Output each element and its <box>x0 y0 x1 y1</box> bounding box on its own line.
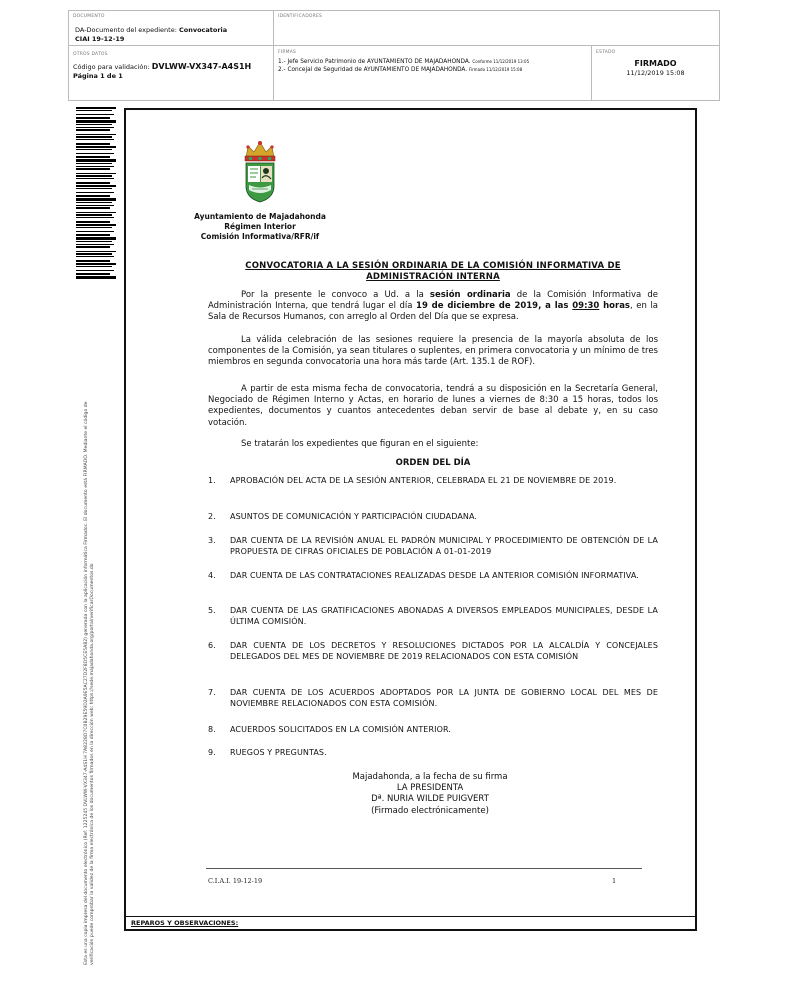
document-title <box>208 261 658 283</box>
barcode-bar <box>76 231 114 232</box>
signature-line1: Majadahonda, a la fecha de su firma <box>352 772 508 782</box>
barcode-bar <box>76 224 116 226</box>
header-firmas-cell <box>273 45 592 101</box>
documento-label: DOCUMENTO <box>73 14 105 19</box>
otros-datos-label: OTROS DATOS <box>73 52 108 57</box>
barcode-bar <box>76 156 110 158</box>
barcode-bar <box>76 273 110 275</box>
agenda-item-text: DAR CUENTA DE LAS CONTRATACIONES REALIZADAS DESDE LA ANTERIOR COMISIÓN INFORMATIVA. <box>230 571 639 580</box>
barcode-bar <box>76 153 114 154</box>
barcode-bar <box>76 246 110 248</box>
barcode-bar <box>76 185 116 187</box>
barcode-bar <box>76 227 112 228</box>
documento-prefix: DA-Documento del expediente: <box>75 26 179 34</box>
paragraph-intro-orden: Se tratarán los expedientes que figuran en el siguiente: <box>241 439 479 449</box>
letterhead-line2: Régimen Interior <box>224 222 296 231</box>
side-verification-text <box>84 402 96 966</box>
p1-c: de la Comisión Informativa de Administración Interna, que tendrá lugar el día <box>208 290 658 312</box>
barcode-bar <box>76 276 116 279</box>
footer-rule <box>206 868 642 869</box>
signature-line2: LA PRESIDENTA <box>396 783 464 794</box>
barcode-bar <box>76 129 110 131</box>
codigo-value: DVLWW-VX347-A4S1H <box>151 62 252 71</box>
estado-value: FIRMADO <box>634 59 677 68</box>
barcode-bar <box>76 256 114 257</box>
barcode-bar <box>76 182 110 184</box>
side-text-line2: verificación puede comprobar la validez de la firma electrónica de los documentos firmados en la dirección web: https://sede.majadahonda.org/portal/verificarDocumentos.do <box>90 563 95 965</box>
footer-reference: C.I.A.I. 19-12-19 <box>208 877 263 885</box>
validation-barcode <box>76 107 116 279</box>
barcode-bar <box>76 188 112 189</box>
barcode-bar <box>76 143 110 145</box>
paragraph-disposicion: A partir de esta misma fecha de convocatoria, tendrá a su disposición en la Secretaría General, Negociado de Régimen Interno y Actas, en horario de lunes a viernes de 8:30 a 15 horas, todos los expedientes, documentos y cuantos antecedentes deban servir de base al debate y, en su caso votación. <box>208 384 658 428</box>
title-line2: ADMINISTRACIÓN INTERNA <box>366 272 500 282</box>
barcode-bar <box>76 207 110 209</box>
signature-line4: (Firmado electrónicamente) <box>371 805 489 816</box>
firmas-label: FIRMAS <box>278 50 297 55</box>
agenda-item-text: RUEGOS Y PREGUNTAS. <box>230 748 327 757</box>
barcode-bar <box>76 212 116 213</box>
barcode-bar <box>76 221 110 223</box>
agenda-item-7 <box>208 687 658 709</box>
reparos-observaciones: REPAROS Y OBSERVACIONES: <box>126 916 696 929</box>
agenda-item-num: 4. <box>208 571 216 580</box>
barcode-bar <box>76 217 114 218</box>
agenda-item-8 <box>208 724 658 735</box>
barcode-bar <box>76 120 116 123</box>
barcode-bar <box>76 146 116 148</box>
agenda-item-num: 6. <box>208 641 216 650</box>
p1-horas: horas <box>599 301 630 312</box>
barcode-bar <box>76 166 114 167</box>
barcode-bar <box>76 175 112 177</box>
letterhead-line1: Ayuntamiento de Majadahonda <box>194 212 326 221</box>
barcode-bar <box>76 198 116 201</box>
agenda-item-num: 3. <box>208 536 216 545</box>
agenda-item-1 <box>208 475 658 486</box>
p1-a: Por la presente le convoco a Ud. a la <box>241 290 430 300</box>
agenda-item-num: 8. <box>208 725 216 734</box>
barcode-bar <box>76 234 110 236</box>
barcode-bar <box>76 270 114 271</box>
codigo-prefix: Código para validación: <box>73 63 152 71</box>
barcode-bar <box>76 205 114 206</box>
barcode-bar <box>76 266 112 267</box>
agenda-item-text: DAR CUENTA DE LOS ACUERDOS ADOPTADOS POR LA JUNTA DE GOBIERNO LOCAL DEL MES DE NOVIEMBRE RELACIONADOS CON ESTA COMISIÓN. <box>230 688 658 708</box>
barcode-bar <box>76 168 110 170</box>
agenda-item-text: DAR CUENTA DE LA REVISIÓN ANUAL EL PADRÓN MUNICIPAL Y PROCEDIMIENTO DE OBTENCIÓN DE LA PROPUESTA DE CIFRAS OFICIALES DE POBLACIÓN A 01-01-2019 <box>230 536 658 556</box>
firma-1-sub: Conforme 11/12/2019 13:05 <box>472 59 530 64</box>
agenda-item-num: 2. <box>208 512 216 521</box>
firma-2-main: 2.- Concejal de Seguridad de AYUNTAMIENTO DE MAJADAHONDA. <box>278 67 468 73</box>
barcode-bar <box>76 263 116 265</box>
header-identificadores-cell <box>273 10 720 46</box>
agenda-item-6 <box>208 640 658 662</box>
firma-2 <box>278 67 522 73</box>
pagina-label: Página 1 de 1 <box>73 72 123 80</box>
orden-del-dia-title: ORDEN DEL DÍA <box>395 458 471 468</box>
letterhead-line3: Comisión Informativa/RFR/if <box>200 232 320 241</box>
barcode-bar <box>76 124 112 125</box>
documento-line1 <box>75 26 227 34</box>
agenda-item-text: DAR CUENTA DE LAS GRATIFICACIONES ABONADAS A DIVERSOS EMPLEADOS MUNICIPALES, DESDE LA ÚLTIMA COMISIÓN. <box>230 606 658 626</box>
paragraph-convocatoria <box>208 290 658 324</box>
barcode-bar <box>76 117 110 119</box>
paragraph-quorum: La válida celebración de las sesiones requiere la presencia de la mayoría absoluta de los componentes de la Comisión, ya sean titulares o suplentes, en primera convocatoria y un mínimo de tres miembros en segunda convocatoria una hora más tarde (Art. 135.1 de ROF). <box>208 335 658 368</box>
agenda-item-num: 1. <box>208 476 216 485</box>
title-line1: CONVOCATORIA A LA SESIÓN ORDINARIA DE LA COMISIÓN INFORMATIVA DE <box>245 261 621 271</box>
agenda-item-4 <box>208 570 658 581</box>
barcode-bar <box>76 251 116 252</box>
p1-g: , en la Sala de Recursos Humanos, con arreglo al Orden del Día que se expresa. <box>208 301 659 323</box>
barcode-bar <box>76 163 112 164</box>
firma-2-sub: Firmado 11/12/2019 15:08 <box>468 67 523 72</box>
estado-label: ESTADO <box>596 50 616 55</box>
agenda-item-text: DAR CUENTA DE LOS DECRETOS Y RESOLUCIONES DICTADOS POR LA ALCALDÍA Y CONCEJALES DELEGADOS DEL MES DE NOVIEMBRE DE 2019 RELACIONADOS CON ESTA COMISIÓN <box>230 641 658 661</box>
estado-date: 11/12/2019 15:08 <box>626 69 685 77</box>
header-otros-datos-cell <box>68 45 274 101</box>
documento-value: Convocatoria <box>178 26 228 34</box>
barcode-bar <box>76 173 116 174</box>
documento-line2: CIAI 19-12-19 <box>75 35 125 43</box>
header-estado-cell <box>591 45 720 101</box>
barcode-bar <box>76 241 112 242</box>
signature-block <box>300 772 560 817</box>
barcode-bar <box>76 114 114 115</box>
barcode-bar <box>76 127 114 128</box>
firma-1-main: 1.- Jefe Servicio Patrimonio de AYUNTAMIENTO DE MAJADAHONDA. <box>278 59 471 65</box>
barcode-bar <box>76 214 112 216</box>
barcode-bar <box>76 107 116 109</box>
p1-fecha: 19 de diciembre de 2019, a las <box>416 301 573 312</box>
barcode-bar <box>76 134 116 135</box>
barcode-bar <box>76 195 110 197</box>
barcode-bar <box>76 110 112 111</box>
letterhead <box>190 212 330 242</box>
barcode-bar <box>76 178 114 179</box>
municipal-crest-logo <box>240 138 280 204</box>
agenda-item-text: ACUERDOS SOLICITADOS EN LA COMISIÓN ANTERIOR. <box>230 725 451 734</box>
barcode-bar <box>76 260 110 262</box>
barcode-bar <box>76 159 116 162</box>
agenda-item-9 <box>208 747 658 758</box>
barcode-bar <box>76 192 114 193</box>
barcode-bar <box>76 244 114 245</box>
header-documento-cell <box>68 10 274 46</box>
agenda-item-2 <box>208 511 658 522</box>
codigo-validacion <box>73 62 251 71</box>
barcode-bar <box>76 237 116 240</box>
agenda-item-num: 7. <box>208 688 216 697</box>
barcode-bar <box>76 139 114 140</box>
agenda-item-num: 5. <box>208 606 216 615</box>
identificadores-label: IDENTIFICADORES <box>278 14 323 19</box>
barcode-bar <box>76 202 112 203</box>
barcode-bar <box>76 149 112 150</box>
agenda-item-text: APROBACIÓN DEL ACTA DE LA SESIÓN ANTERIOR, CELEBRADA EL 21 DE NOVIEMBRE DE 2019. <box>230 476 617 485</box>
footer-page-number: 1 <box>612 877 617 885</box>
firma-1 <box>278 59 529 65</box>
agenda-item-5 <box>208 605 658 627</box>
agenda-item-num: 9. <box>208 748 216 757</box>
p1-hora: 09:30 <box>572 301 600 312</box>
signature-line3: Dª. NURIA WILDE PUIGVERT <box>371 794 489 805</box>
barcode-bar <box>76 136 112 138</box>
p1-sesion-ordinaria: sesión ordinaria <box>429 290 511 300</box>
barcode-bar <box>76 253 112 255</box>
agenda-item-text: ASUNTOS DE COMUNICACIÓN Y PARTICIPACIÓN CIUDADANA. <box>230 512 478 521</box>
side-text-line1: Esta es una copia impresa del documento electrónico (Ref: 1225245 DVLWW-VX347-A4S1H 7A8228D7C0B29E59D2A9E5AC27D2F8D5CE5A82) generada con la aplicación informática Firmadoc. El documento está FIRMADO. Mediante el código de <box>84 401 89 965</box>
agenda-item-3 <box>208 535 658 557</box>
